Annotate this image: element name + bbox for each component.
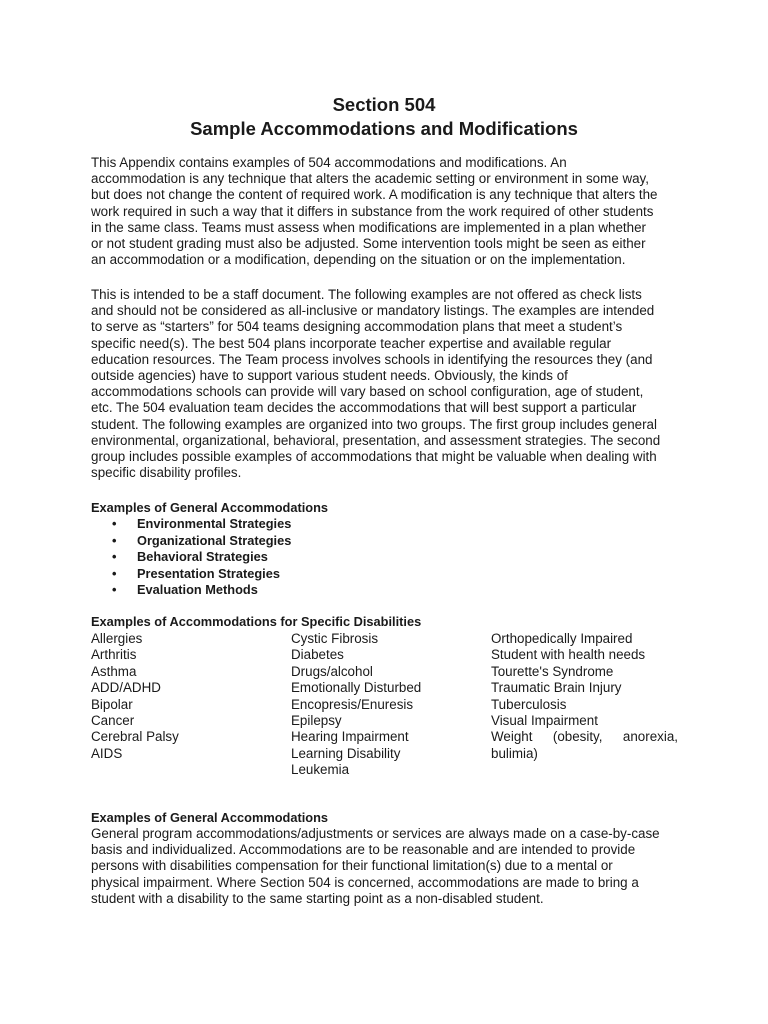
list-item — [112, 516, 291, 533]
weight-word-2: (obesity, — [552, 729, 603, 745]
list-item: Asthma — [91, 663, 137, 679]
weight-item-continued: bulimia) — [491, 745, 538, 761]
text-line: accommodation is any technique that alters the academic setting or environment in some way, — [91, 171, 649, 187]
text-line: physical impairment. Where Section 504 is concerned, accommodations are made to bring a — [91, 874, 639, 890]
text-line: This Appendix contains examples of 504 accommodations and modifications. An — [91, 155, 567, 170]
list-item-label: Environmental Strategies — [137, 516, 292, 531]
list-item: Student with health needs — [491, 647, 646, 663]
list-item: Tourette's Syndrome — [491, 663, 614, 679]
list-item: Orthopedically Impaired — [491, 631, 633, 646]
text-line: an accommodation or a modification, depending on the situation or on the implementation. — [91, 252, 626, 268]
staff-paragraph — [91, 287, 691, 481]
bullet-symbol: • — [112, 532, 117, 548]
text-line: student with a disability to the same starting point as a non-disabled student. — [91, 890, 544, 906]
list-item: Tuberculosis — [491, 696, 567, 712]
text-line: student. The following examples are organized into two groups. The first group includes general — [91, 416, 657, 432]
text-line: education resources. The Team process involves schools in identifying the resources they (and — [91, 351, 653, 367]
bullet-symbol: • — [112, 565, 117, 581]
weight-word-3: anorexia, — [622, 729, 678, 745]
list-item: AIDS — [91, 745, 123, 761]
text-line: or not student grading must also be adjusted. Some intervention tools might be seen as either — [91, 236, 646, 252]
list-item: Arthritis — [91, 647, 137, 663]
text-line: This is intended to be a staff document. The following examples are not offered as check lists — [91, 287, 642, 302]
text-line: outside agencies) have to support various student needs. Obviously, the kinds of — [91, 368, 568, 384]
list-item: Hearing Impairment — [291, 729, 409, 745]
text-line: and should not be considered as all-inclusive or mandatory listings. The examples are intended — [91, 303, 655, 319]
list-item: Leukemia — [291, 762, 350, 778]
list-item — [112, 533, 291, 550]
text-line: specific disability profiles. — [91, 465, 242, 481]
list-item: Learning Disability — [291, 745, 401, 761]
weight-word-1: Weight — [491, 729, 533, 745]
list-item: Cystic Fibrosis — [291, 631, 379, 646]
list-item — [112, 566, 291, 583]
list-item: Cancer — [91, 713, 135, 729]
list-item-label: Behavioral Strategies — [137, 549, 268, 564]
text-line: basis and individualized. Accommodations are to be reasonable and are intended to provide — [91, 842, 636, 858]
text-line: group includes possible examples of accommodations that might be valuable when dealing with — [91, 449, 657, 465]
list-item: Visual Impairment — [491, 713, 598, 729]
list-item-label: Presentation Strategies — [137, 565, 280, 581]
list-item: Diabetes — [291, 647, 344, 663]
document-title: Section 504 — [332, 94, 436, 115]
general-detail-paragraph — [91, 826, 691, 907]
list-item — [112, 582, 291, 599]
intro-paragraph — [91, 155, 691, 268]
specific-disabilities-heading: Examples of Accommodations for Specific Disabilities — [91, 614, 422, 629]
list-item: Epilepsy — [291, 713, 342, 729]
list-item: Allergies — [91, 631, 143, 646]
list-item-label: Organizational Strategies — [137, 532, 292, 548]
bullet-symbol: • — [112, 582, 117, 597]
list-item: Encopresis/Enuresis — [291, 696, 414, 712]
general-accommodations-heading: Examples of General Accommodations — [91, 500, 329, 515]
text-line: etc. The 504 evaluation team decides the accommodations that will best support a particular — [91, 400, 637, 416]
text-line: accommodations schools can provide will vary based on school configuration, age of student, — [91, 384, 644, 400]
weight-item — [491, 729, 678, 745]
disability-column-1 — [91, 631, 179, 762]
text-line: specific need(s). The best 504 plans incorporate teacher expertise and available regular — [91, 335, 612, 351]
text-line: environmental, organizational, behavioral, presentation, and assessment strategies. The second — [91, 432, 661, 448]
disability-column-2 — [291, 631, 421, 779]
text-line: General program accommodations/adjustments or services are always made on a case-by-case — [91, 826, 660, 841]
general-detail-heading: Examples of General Accommodations — [91, 810, 329, 825]
list-item: Emotionally Disturbed — [291, 680, 422, 696]
disability-column-3 — [491, 631, 678, 762]
bullet-symbol: • — [112, 516, 117, 531]
text-line: but does not change the content of required work. A modification is any technique that alters the — [91, 187, 658, 203]
text-line: in the same class. Teams must assess when modifications are implemented in a plan whether — [91, 219, 646, 235]
document-subtitle: Sample Accommodations and Modifications — [190, 118, 578, 139]
list-item: Cerebral Palsy — [91, 729, 179, 745]
text-line: to serve as “starters” for 504 teams designing accommodation plans that meet a student’s — [91, 319, 623, 335]
list-item: Traumatic Brain Injury — [491, 680, 622, 696]
list-item-label: Evaluation Methods — [137, 582, 258, 597]
text-line: persons with disabilities compensation for their functional limitation(s) due to a mental or — [91, 858, 613, 874]
text-line: work required in such a way that it differs in substance from the work required of other students — [91, 203, 654, 219]
list-item: Drugs/alcohol — [291, 663, 373, 679]
list-item: Bipolar — [91, 696, 133, 712]
strategy-list — [112, 516, 291, 599]
list-item: ADD/ADHD — [91, 680, 161, 696]
list-item — [112, 549, 291, 566]
bullet-symbol: • — [112, 549, 117, 564]
